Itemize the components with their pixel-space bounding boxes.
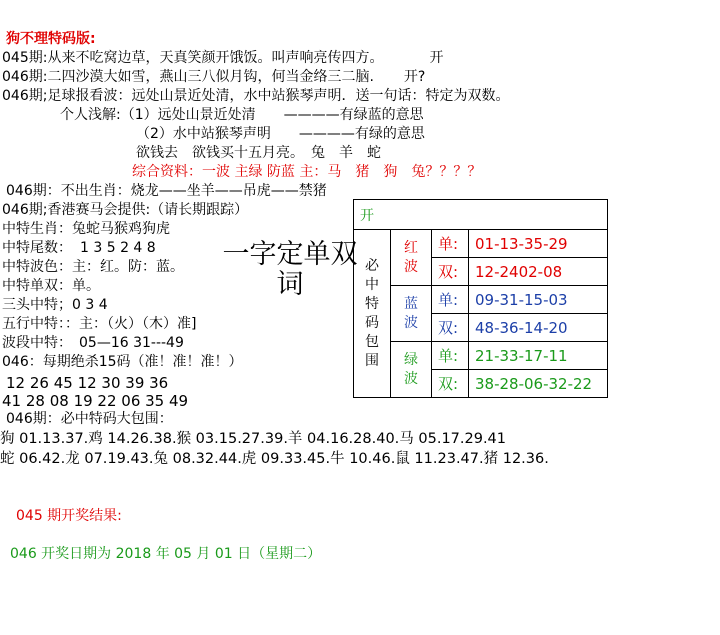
poem-045-label: 045期:: [2, 50, 48, 66]
riddle-text: 足球报看波：远处山景近处清，水中站猴琴声明．送一句话：特定为双数。: [47, 88, 510, 104]
head-line: 三头中特；0 3 4: [2, 297, 108, 313]
green-odd-value: 21-33-17-11: [469, 342, 608, 370]
blue-odd-key: 单:: [432, 286, 469, 314]
riddle-line: [2, 87, 509, 105]
poem-045: [2, 49, 443, 67]
pack-box-side: [354, 230, 391, 398]
bigpack-line-2: 蛇 06.42.龙 07.19.43.兔 08.32.44.虎 09.33.45.牛 10.46.鼠 11.23.47.猪 12.36.: [0, 451, 549, 467]
side-char: 中: [365, 276, 379, 293]
kill-numbers-1: 12 26 45 12 30 39 36: [6, 374, 169, 392]
bigpack-label: 046期：必中特码大包围：: [6, 411, 173, 427]
tail-label: 中特尾数：: [2, 240, 72, 256]
wave-line: 中特波色：主：红。防：蓝。: [2, 259, 184, 275]
red-even-key: 双:: [432, 258, 469, 286]
analysis-line-2: （2）水中站猴琴声明 ————有绿的意思: [136, 126, 425, 142]
bigpack-line-1: 狗 01.13.37.鸡 14.26.38.猴 03.15.27.39.羊 04.16.28.40.马 05.17.29.41: [0, 431, 507, 447]
poem-046-text: 二四沙漠大如雪，燕山三八似月钩，何当金络三二脑.: [47, 69, 374, 85]
analysis-summary: 综合资料：一波 主绿 防蓝 主：马 猪 狗 兔？？？？: [132, 164, 482, 180]
blue-odd-value: 09-31-15-03: [469, 286, 608, 314]
red-odd-key: 单:: [432, 230, 469, 258]
page-title: 狗不理特码版:: [6, 31, 96, 47]
element-line: 五行中特：：主：（火）（木）准]: [2, 316, 197, 332]
big-word-title: [215, 240, 365, 300]
pack-box-header: 开: [354, 200, 608, 230]
side-char: 特: [365, 295, 379, 312]
no-show-zodiac: 046期：不出生肖：烧龙——坐羊——吊虎——禁猪: [6, 183, 327, 199]
wave-char: 蓝: [404, 295, 418, 312]
analysis-line-3: 欲钱去 欲钱买十五月亮。 兔 羊 蛇: [136, 145, 381, 161]
side-char: 必: [365, 257, 379, 274]
poem-046-label: 046期:: [2, 69, 48, 85]
pack-box: [353, 199, 608, 398]
tail-line: [2, 239, 156, 257]
tail-value: 1 3 5 2 4 8: [80, 240, 156, 256]
kill-line: 046：每期绝杀15码（准！准！准！）: [2, 354, 243, 370]
analysis-line-1: 个人浅解:（1）远处山景近处清 ————有绿蓝的意思: [60, 107, 424, 123]
next-draw-date: 046 开奖日期为 2018 年 05 月 01 日（星期二）: [10, 546, 322, 562]
poem-045-kai: 开: [429, 50, 444, 66]
side-char: 包: [365, 333, 379, 350]
red-wave-label: [391, 230, 432, 286]
wave-char: 红: [404, 239, 418, 256]
side-char: 码: [365, 314, 379, 331]
wave-char: 绿: [404, 351, 418, 368]
side-char: 围: [365, 352, 379, 369]
big-word-line-2: 词: [276, 269, 304, 300]
wave-char: 波: [404, 370, 418, 387]
band-line: 波段中特： 05—16 31---49: [2, 335, 184, 351]
result-title: 045 期开奖结果:: [16, 508, 122, 524]
wave-char: 波: [404, 258, 418, 275]
blue-even-value: 48-36-14-20: [469, 314, 608, 342]
red-odd-value: 01-13-35-29: [469, 230, 608, 258]
green-even-value: 38-28-06-32-22: [469, 370, 608, 398]
red-even-value: 12-2402-08: [469, 258, 608, 286]
green-even-key: 双:: [432, 370, 469, 398]
kill-numbers-2: 41 28 08 19 22 06 35 49: [2, 392, 189, 410]
blue-wave-label: [391, 286, 432, 342]
oddeven-line: 中特单双：单。: [2, 278, 100, 294]
green-odd-key: 单:: [432, 342, 469, 370]
poem-045-text: 从来不吃窝边草，天真笑颜开饿饭。叫声响亮传四方。: [47, 50, 384, 66]
blue-even-key: 双:: [432, 314, 469, 342]
wave-char: 波: [404, 314, 418, 331]
poem-046-kai: 开?: [403, 69, 426, 85]
riddle-label: 046期;: [2, 88, 48, 104]
zodiac-line: 中特生肖：兔蛇马猴鸡狗虎: [2, 221, 170, 237]
green-wave-label: [391, 342, 432, 398]
hk-source: 046期;香港赛马会提供:（请长期跟踪）: [2, 202, 249, 218]
big-word-line-1: 一字定单双: [222, 239, 358, 270]
poem-046: [2, 68, 425, 86]
